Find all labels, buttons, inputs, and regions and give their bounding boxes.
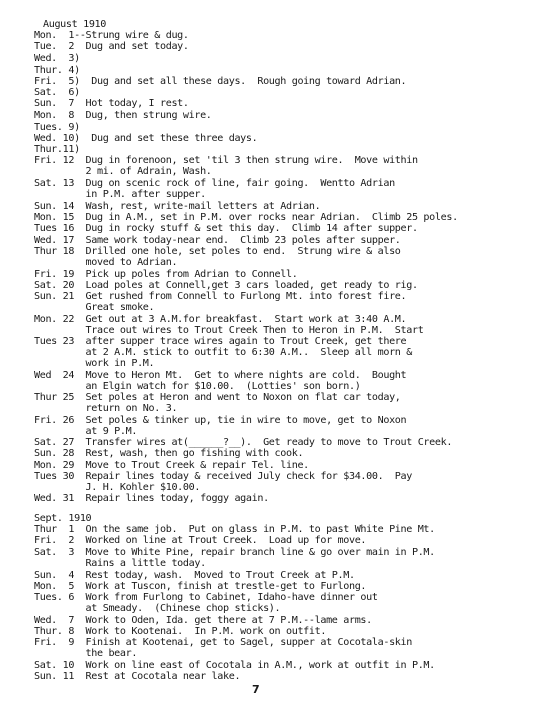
- diary-line: work in P.M.: [34, 358, 155, 369]
- diary-line: Fri. 9 Finish at Kootenai, get to Sagel, supper at Cocotala-skin: [34, 637, 412, 648]
- diary-line: Sat. 3 Move to White Pine, repair branch line & go over main in P.M.: [34, 547, 435, 558]
- diary-line: the bear.: [34, 648, 138, 659]
- diary-line: at 9 P.M.: [34, 426, 138, 437]
- diary-line: Fri. 5) Dug and set all these days. Rough going toward Adrian.: [34, 76, 407, 87]
- diary-line: Thur 25 Set poles at Heron and went to Noxon on flat car today,: [34, 392, 401, 403]
- diary-line: Mon. 22 Get out at 3 A.M.for breakfast. Start work at 3:40 A.M.: [34, 314, 407, 325]
- diary-line: Thur 1 On the same job. Put on glass in P.M. to past White Pine Mt.: [34, 524, 435, 535]
- diary-line: Sat. 20 Load poles at Connell,get 3 cars loaded, get ready to rig.: [34, 280, 418, 291]
- diary-line: Sun. 11 Rest at Cocotala near lake.: [34, 671, 241, 682]
- diary-line: Wed. 3): [34, 53, 80, 64]
- diary-line: August 1910: [43, 19, 106, 30]
- diary-line: Thur. 4): [34, 65, 80, 76]
- diary-line: Tues 16 Dug in rocky stuff & set this day. Climb 14 after supper.: [34, 223, 418, 234]
- diary-line: Thur.11): [34, 144, 80, 155]
- diary-line: J. H. Kohler $10.00.: [34, 482, 201, 493]
- diary-line: Tues. 9): [34, 122, 80, 133]
- diary-line: moved to Adrian.: [34, 257, 178, 268]
- diary-line: Fri. 19 Pick up poles from Adrian to Connell.: [34, 269, 298, 280]
- diary-line: Sun. 4 Rest today, wash. Moved to Trout Creek at P.M.: [34, 570, 355, 581]
- diary-line: Tue. 2 Dug and set today.: [34, 41, 189, 52]
- diary-line: Fri. 12 Dug in forenoon, set 'til 3 then strung wire. Move within: [34, 155, 418, 166]
- diary-line: Rains a little today.: [34, 558, 206, 569]
- diary-line: Wed 24 Move to Heron Mt. Get to where nights are cold. Bought: [34, 370, 407, 381]
- diary-line: Mon. 29 Move to Trout Creek & repair Tel. line.: [34, 460, 309, 471]
- diary-line: Sun. 7 Hot today, I rest.: [34, 98, 189, 109]
- diary-line: Mon. 5 Work at Tuscon, finish at trestle-get to Furlong.: [34, 581, 367, 592]
- diary-line: Sun. 21 Get rushed from Connell to Furlong Mt. into forest fire.: [34, 291, 407, 302]
- diary-line: Mon. 8 Dug, then strung wire.: [34, 110, 212, 121]
- diary-line: Wed. 31 Repair lines today, foggy again.: [34, 493, 269, 504]
- diary-line: Wed. 7 Work to Oden, Ida. get there at 7 P.M.--lame arms.: [34, 615, 372, 626]
- diary-line: Tues. 6 Work from Furlong to Cabinet, Idaho-have dinner out: [34, 592, 378, 603]
- diary-line: Mon. 15 Dug in A.M., set in P.M. over rocks near Adrian. Climb 25 poles.: [34, 212, 458, 223]
- diary-line: at 2 A.M. stick to outfit to 6:30 A.M.. Sleep all morn &: [34, 347, 412, 358]
- diary-line: Sat. 27 Transfer wires at(______?__). Get ready to move to Trout Creek.: [34, 437, 453, 448]
- diary-line: 2 mi. of Adrain, Wash.: [34, 166, 212, 177]
- page-number: 7: [252, 683, 260, 696]
- diary-line: Sun. 14 Wash, rest, write-mail letters at Adrian.: [34, 201, 321, 212]
- diary-line: Thur 18 Drilled one hole, set poles to end. Strung wire & also: [34, 246, 401, 257]
- diary-line: Tues 30 Repair lines today & received July check for $34.00. Pay: [34, 471, 412, 482]
- diary-line: an Elgin watch for $10.00. (Lotties' son born.): [34, 381, 361, 392]
- diary-line: Fri. 2 Worked on line at Trout Creek. Load up for move.: [34, 535, 367, 546]
- diary-line: at Smeady. (Chinese chop sticks).: [34, 603, 281, 614]
- diary-line: Sat. 13 Dug on scenic rock of line, fair going. Wentto Adrian: [34, 178, 395, 189]
- diary-line: Fri. 26 Set poles & tinker up, tie in wire to move, get to Noxon: [34, 415, 407, 426]
- diary-line: Sept. 1910: [34, 513, 92, 524]
- diary-line: Wed. 17 Same work today-near end. Climb 23 poles after supper.: [34, 235, 401, 246]
- diary-line: Wed. 10) Dug and set these three days.: [34, 133, 258, 144]
- diary-line: in P.M. after supper.: [34, 189, 206, 200]
- diary-line: Sat. 6): [34, 87, 80, 98]
- diary-line: Sun. 28 Rest, wash, then go fishing with cook.: [34, 448, 304, 459]
- diary-line: return on No. 3.: [34, 403, 178, 414]
- diary-line: Sat. 10 Work on line east of Cocotala in A.M., work at outfit in P.M.: [34, 660, 435, 671]
- diary-line: Mon. 1--Strung wire & dug.: [34, 30, 189, 41]
- diary-line: Thur. 8 Work to Kootenai. In P.M. work on outfit.: [34, 626, 327, 637]
- diary-line: Great smoke.: [34, 302, 155, 313]
- diary-line: Tues 23 after supper trace wires again to Trout Creek, get there: [34, 336, 407, 347]
- diary-line: Trace out wires to Trout Creek Then to Heron in P.M. Start: [34, 325, 424, 336]
